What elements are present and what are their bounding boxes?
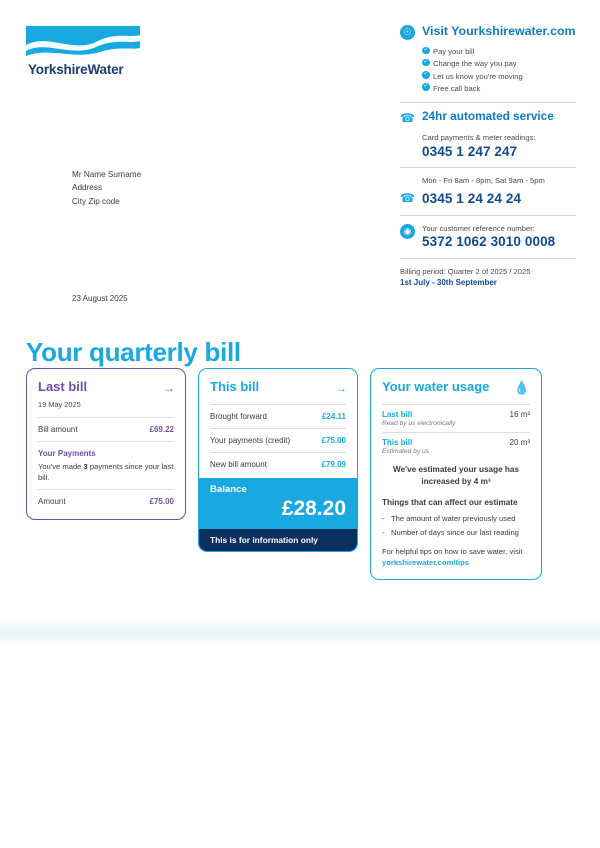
visit-website-block[interactable] — [400, 24, 576, 40]
divider — [210, 452, 346, 453]
last-bill-amount-row — [38, 423, 174, 436]
logo-wave-graphic — [26, 26, 140, 60]
arrow-right-icon[interactable]: → — [335, 381, 347, 395]
yorkshire-water-logo — [26, 26, 140, 80]
billing-period-dates: 1st July - 30th September — [400, 277, 497, 287]
row-value: £75.00 — [321, 436, 346, 445]
payments-note — [38, 461, 174, 484]
list-item: - Number of days since our last reading — [382, 527, 530, 538]
usage-factors-list — [382, 513, 530, 538]
phone-icon: ☎ — [400, 190, 415, 205]
usage-tips-text: For helpful tips on how to save water, visit — [382, 547, 523, 557]
divider — [400, 258, 576, 259]
last-bill-card[interactable] — [26, 368, 186, 520]
row-value: £24.11 — [321, 412, 346, 421]
billing-period-label: Billing period: Quarter 2 of 2025 / 2025 — [400, 267, 531, 277]
last-bill-amount-label: Bill amount — [38, 425, 78, 434]
usage-last-bill-row — [382, 410, 530, 419]
payments-note-part-2: payments since your last bill. — [38, 462, 174, 483]
your-payments-title: Your Payments — [38, 449, 96, 458]
helpline-block — [400, 190, 576, 208]
payment-amount-label: Amount — [38, 496, 66, 506]
divider — [400, 167, 576, 168]
list-item: ✓ Free call back — [422, 83, 576, 95]
row-value: £79.09 — [321, 460, 346, 469]
logo-text-yorkshire: Yorkshire — [28, 62, 88, 77]
list-item: ✓ Pay your bill — [422, 46, 576, 58]
table-row — [210, 434, 346, 447]
address-line-1: Mr Name Surname — [72, 170, 142, 179]
automated-service-number: 0345 1 247 247 — [422, 143, 518, 159]
automated-service-title: 24hr automated service — [422, 109, 554, 124]
address-line-2: Address — [72, 183, 103, 193]
usage-tips — [382, 546, 530, 568]
automated-service-subtitle: Card payments & meter readings: — [422, 133, 536, 143]
bill-date: 23 August 2025 — [72, 294, 128, 303]
water-usage-card[interactable] — [370, 368, 542, 580]
last-bill-title: Last bill — [38, 379, 88, 394]
balance-value: £28.20 — [281, 497, 346, 520]
usage-factors-title: Things that can affect our estimate — [382, 497, 518, 507]
helpline-number: 0345 1 24 24 24 — [422, 190, 522, 206]
usage-this-bill-value: 20 m³ — [509, 438, 530, 447]
usage-last-bill-label: Last bill — [382, 410, 413, 419]
row-label: Brought forward — [210, 412, 267, 421]
table-row — [210, 458, 346, 471]
divider — [38, 417, 174, 418]
divider — [382, 432, 530, 433]
arrow-right-icon[interactable]: → — [163, 381, 175, 395]
globe-icon: ☉ — [400, 25, 415, 40]
divider — [38, 489, 174, 490]
address-line-3: City Zip code — [72, 196, 120, 206]
list-item: - The amount of water previously used — [382, 513, 530, 524]
row-label: New bill amount — [210, 460, 267, 469]
payment-amount-row — [38, 495, 174, 508]
customer-reference-block — [400, 223, 576, 251]
divider — [210, 404, 346, 405]
usage-estimate-note: We've estimated your usage has increased by 4 m³ — [392, 465, 520, 486]
usage-tips-link[interactable]: yorkshirewater.com/tips — [382, 558, 469, 568]
divider — [210, 428, 346, 429]
page-title: Your quarterly bill — [26, 337, 241, 368]
divider — [400, 102, 576, 103]
water-drop-icon: 💧 — [513, 380, 530, 395]
payments-note-part-1: You've made — [38, 462, 84, 471]
phone-icon: ☎ — [400, 111, 415, 126]
usage-this-bill-label: This bill — [382, 438, 413, 447]
list-item: ✓ Let us know you're moving — [422, 71, 576, 83]
payment-amount-value: £75.00 — [149, 496, 174, 506]
divider — [400, 215, 576, 216]
logo-text-water: Water — [87, 62, 124, 77]
automated-service-block — [400, 110, 576, 126]
information-only-band: This is for information only — [199, 529, 357, 551]
table-row — [210, 410, 346, 423]
summary-cards — [26, 368, 574, 580]
page-fade-band — [0, 620, 600, 646]
logo-wordmark — [28, 62, 124, 77]
balance-label: Balance — [210, 484, 247, 495]
customer-reference-number: 5372 1062 3010 0008 — [422, 234, 556, 250]
opening-hours: Mon - Fri 8am - 8pm, Sat 9am - 5pm — [422, 176, 545, 186]
customer-address — [72, 168, 141, 208]
customer-reference-label: Your customer reference number: — [422, 223, 535, 233]
divider — [382, 404, 530, 405]
payments-count: 3 — [83, 462, 88, 471]
last-bill-amount-value: £69.22 — [149, 425, 174, 434]
usage-last-bill-sub: Read by us electronically — [382, 420, 456, 427]
contact-panel — [400, 24, 576, 287]
this-bill-card[interactable] — [198, 368, 358, 552]
balance-band — [199, 478, 357, 529]
list-item: ✓ Change the way you pay — [422, 58, 576, 70]
website-services-list — [422, 46, 576, 95]
usage-last-bill-value: 16 m³ — [509, 410, 530, 419]
usage-this-bill-sub: Estimated by us — [382, 448, 429, 455]
divider — [38, 441, 174, 442]
id-icon: ◉ — [400, 224, 415, 239]
usage-this-bill-row — [382, 438, 530, 447]
water-usage-title: Your water usage — [382, 379, 490, 394]
row-label: Your payments (credit) — [210, 436, 291, 445]
this-bill-title: This bill — [210, 379, 260, 394]
last-bill-date: 19 May 2025 — [38, 400, 81, 409]
visit-website-title[interactable]: Visit Yourkshirewater.com — [422, 24, 576, 38]
